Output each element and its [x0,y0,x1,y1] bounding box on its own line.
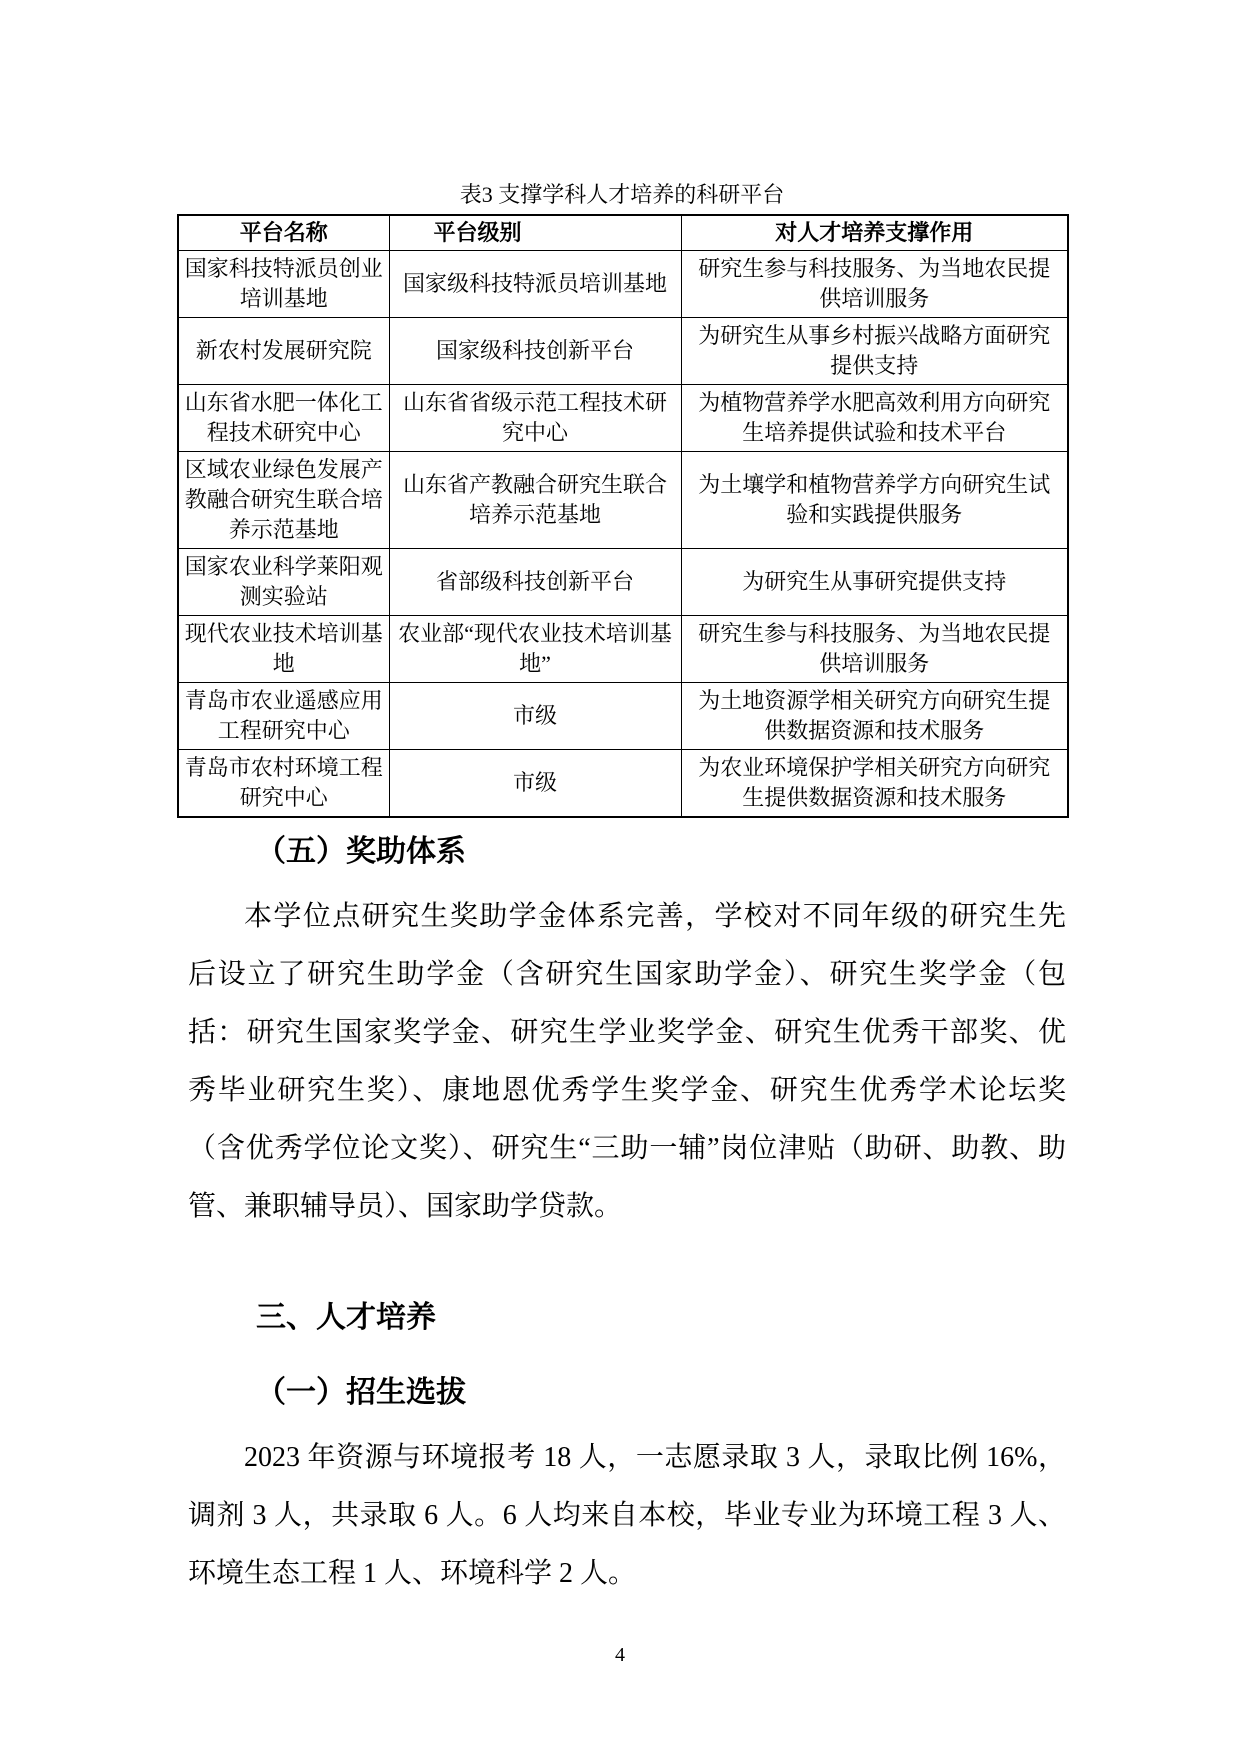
paragraph-line: 本学位点研究生奖助学金体系完善，学校对不同年级的研究生先 [244,901,1066,932]
column-header-platform-level: 平台级别 [389,215,681,251]
paragraph-line: 括：研究生国家奖学金、研究生学业奖学金、研究生优秀干部奖、优 [188,1017,1066,1048]
section-heading-talent-cultivation: 三、人才培养 [256,1301,436,1334]
cell-platform-level: 国家级科技特派员培训基地 [389,251,681,318]
page-number: 4 [615,1644,625,1666]
cell-support-role: 为土壤学和植物营养学方向研究生试验和实践提供服务 [681,452,1068,549]
cell-support-role: 为农业环境保护学相关研究方向研究生提供数据资源和技术服务 [681,750,1068,818]
paragraph-line: 管、兼职辅导员）、国家助学贷款。 [188,1191,623,1222]
cell-platform-name: 新农村发展研究院 [178,318,389,385]
cell-platform-name: 青岛市农业遥感应用工程研究中心 [178,683,389,750]
table-row [178,452,1068,549]
table-row [178,616,1068,683]
paragraph-line: 后设立了研究生助学金（含研究生国家助学金）、研究生奖学金（包 [188,959,1066,990]
cell-platform-level: 山东省产教融合研究生联合培养示范基地 [389,452,681,549]
cell-support-role: 为研究生从事研究提供支持 [681,549,1068,616]
table-row [178,385,1068,452]
table-row [178,683,1068,750]
cell-support-role: 为植物营养学水肥高效利用方向研究生培养提供试验和技术平台 [681,385,1068,452]
cell-platform-level: 市级 [389,750,681,818]
table-header-row [178,215,1068,251]
table-row [178,549,1068,616]
table-row [178,750,1068,818]
cell-platform-name: 青岛市农村环境工程研究中心 [178,750,389,818]
cell-platform-name: 山东省水肥一体化工程技术研究中心 [178,385,389,452]
paragraph-line: （含优秀学位论文奖）、研究生“三助一辅”岗位津贴（助研、助教、助 [188,1133,1066,1164]
section-heading-enrollment-selection: （一）招生选拔 [256,1376,466,1409]
paragraph-enrollment [188,1429,1066,1603]
cell-support-role: 为研究生从事乡村振兴战略方面研究提供支持 [681,318,1068,385]
paragraph-line: 调剂 3 人，共录取 6 人。6 人均来自本校，毕业专业为环境工程 3 人、 [188,1500,1066,1531]
cell-platform-level: 农业部“现代农业技术培训基地” [389,616,681,683]
cell-support-role: 研究生参与科技服务、为当地农民提供培训服务 [681,616,1068,683]
table-row [178,318,1068,385]
paragraph-line: 秀毕业研究生奖）、康地恩优秀学生奖学金、研究生优秀学术论坛奖 [188,1075,1066,1106]
cell-platform-name: 现代农业技术培训基地 [178,616,389,683]
table-caption: 表3 支撑学科人才培养的科研平台 [459,182,785,207]
cell-platform-level: 山东省省级示范工程技术研究中心 [389,385,681,452]
cell-platform-name: 国家农业科学莱阳观测实验站 [178,549,389,616]
cell-platform-name: 国家科技特派员创业培训基地 [178,251,389,318]
cell-support-role: 为土地资源学相关研究方向研究生提供数据资源和技术服务 [681,683,1068,750]
cell-platform-level: 省部级科技创新平台 [389,549,681,616]
table-row [178,251,1068,318]
section-heading-award-system: （五）奖助体系 [256,835,466,868]
cell-support-role: 研究生参与科技服务、为当地农民提供培训服务 [681,251,1068,318]
cell-platform-level: 国家级科技创新平台 [389,318,681,385]
paragraph-award-system [188,888,1066,1236]
paragraph-line: 2023 年资源与环境报考 18 人，一志愿录取 3 人，录取比例 16%， [244,1442,1066,1473]
column-header-platform-name: 平台名称 [178,215,389,251]
cell-platform-name: 区域农业绿色发展产教融合研究生联合培养示范基地 [178,452,389,549]
research-platform-table [177,214,1069,818]
column-header-support-role: 对人才培养支撑作用 [681,215,1068,251]
cell-platform-level: 市级 [389,683,681,750]
paragraph-line: 环境生态工程 1 人、环境科学 2 人。 [188,1558,637,1589]
